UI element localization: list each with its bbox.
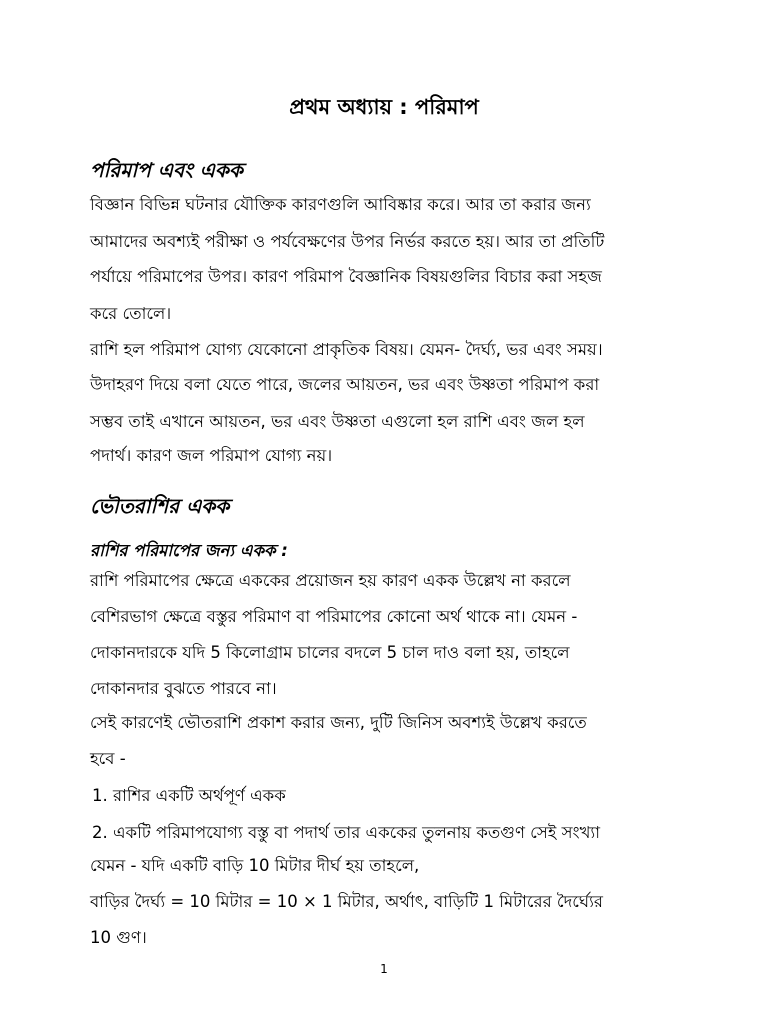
paragraph-line: যেমন - যদি একটি বাড়ি 10 মিটার দীর্ঘ হয় তাহলে, — [90, 856, 420, 875]
paragraph-line: দোকানদারকে যদি 5 কিলোগ্রাম চালের বদলে 5 চাল দাও বলা হয়, তাহলে — [90, 643, 570, 662]
paragraph-line: উদাহরণ দিয়ে বলা যেতে পারে, জলের আয়তন, ভর এবং উষ্ণতা পরিমাপ করা — [90, 375, 600, 394]
paragraph-line: করে তোলে। — [90, 304, 172, 323]
paragraph-line: 10 গুণ। — [90, 928, 147, 947]
paragraph-line: রাশি হল পরিমাপ যোগ্য যেকোনো প্রাকৃতিক বিষয়। যেমন- দৈর্ঘ্য, ভর এবং সময়। — [90, 340, 603, 359]
subsection-heading: রাশির পরিমাপের জন্য একক : — [90, 541, 288, 560]
paragraph-line: আমাদের অবশ্যই পরীক্ষা ও পর্যবেক্ষণের উপর নির্ভর করতে হয়। আর তা প্রতিটি — [90, 232, 605, 251]
paragraph-line: সম্ভব তাই এখানে আয়তন, ভর এবং উষ্ণতা এগুলো হল রাশি এবং জল হল — [90, 412, 585, 431]
paragraph-line: হবে - — [90, 749, 126, 768]
list-item: 1. রাশির একটি অর্থপূর্ণ একক — [92, 786, 286, 805]
paragraph-line: পদার্থ। কারণ জল পরিমাপ যোগ্য নয়। — [90, 446, 333, 465]
paragraph-line: রাশি পরিমাপের ক্ষেত্রে এককের প্রয়োজন হয় কারণ একক উল্লেখ না করলে — [90, 571, 571, 590]
list-item: 2. একটি পরিমাপযোগ্য বস্তু বা পদার্থ তার এককের তুলনায় কতগুণ সেই সংখ্যা — [92, 823, 600, 842]
paragraph-line: পর্যায়ে পরিমাপের উপর। কারণ পরিমাপ বৈজ্ঞানিক বিষয়গুলির বিচার করা সহজ — [90, 267, 602, 286]
paragraph-line: দোকানদার বুঝতে পারবে না। — [90, 679, 277, 698]
paragraph-line: সেই কারণেই ভৌতরাশি প্রকাশ করার জন্য, দুটি জিনিস অবশ্যই উল্লেখ করতে — [90, 713, 587, 732]
page-number: 1 — [380, 962, 388, 976]
paragraph-line: বিজ্ঞান বিভিন্ন ঘটনার যৌক্তিক কারণগুলি আবিষ্কার করে। আর তা করার জন্য — [90, 195, 591, 214]
page-title: প্রথম অধ্যায় : পরিমাপ — [289, 95, 479, 119]
section-heading-measurement-and-unit: পরিমাপ এবং একক — [90, 158, 243, 182]
paragraph-line: বেশিরভাগ ক্ষেত্রে বস্তুর পরিমাণ বা পরিমাপের কোনো অর্থ থাকে না। যেমন - — [90, 607, 578, 626]
section-heading-physical-quantity-unit: ভৌতরাশির একক — [90, 494, 230, 518]
paragraph-line: বাড়ির দৈর্ঘ্য = 10 মিটার = 10 × 1 মিটার, অর্থাৎ, বাড়িটি 1 মিটারের দৈর্ঘ্যের — [90, 892, 603, 911]
